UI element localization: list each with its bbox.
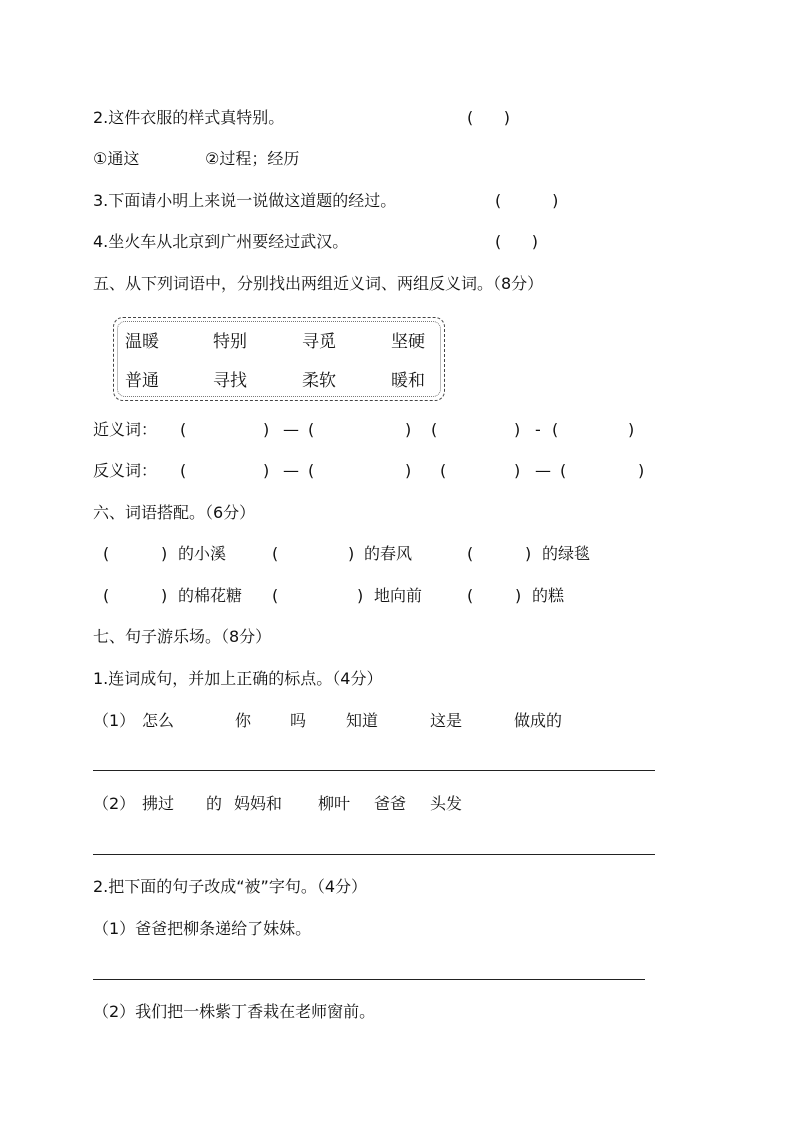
scrambled-word: 知道 [346,711,379,730]
phrase: 的糕 [532,586,565,605]
option-1: ①通这 [93,149,140,168]
dash: — [535,461,551,480]
scrambled-word: 的 [206,794,223,813]
paren-open: ( [180,420,187,439]
dash: — [283,420,299,439]
phrase: 的绿毯 [542,544,591,563]
box-word: 柔软 [302,371,336,391]
question-item-2: 2.这件衣服的样式真特别。 [93,108,285,127]
box-word: 坚硬 [391,332,425,352]
paren-open: ( [467,586,474,605]
paren-close: ) [263,461,270,480]
paren-close: ) [161,544,168,563]
sentence-2: （2）我们把一株紫丁香栽在老师窗前。 [93,1002,376,1021]
box-word: 寻找 [213,371,247,391]
option-2: ②过程；经历 [205,149,300,168]
dash: — [283,461,299,480]
answer-paren[interactable]: ( ) [467,108,510,127]
paren-open: ( [308,420,315,439]
paren-open: ( [180,461,187,480]
section-6-heading: 六、词语搭配。（6分） [93,503,256,522]
box-word: 寻觅 [302,332,336,352]
question-item-3: 3.下面请小明上来说一说做这道题的经过。 [93,191,397,210]
question-7-2: 2.把下面的句子改成“被”字句。（4分） [93,877,368,896]
answer-paren[interactable]: ( ) [495,232,538,251]
paren-close: ) [514,461,521,480]
section-7-heading: 七、句子游乐场。（8分） [93,627,272,646]
scrambled-word: 拂过 [142,794,175,813]
paren-close: ) [525,544,532,563]
phrase: 的棉花糖 [178,586,243,605]
phrase: 地向前 [374,586,423,605]
paren-close: ) [405,420,412,439]
scrambled-word: 爸爸 [374,794,407,813]
phrase: 的春风 [364,544,413,563]
paren-close: ) [263,420,270,439]
dash: - [535,420,541,439]
sub-question-label: （1） [93,711,136,730]
sentence-1: （1）爸爸把柳条递给了妹妹。 [93,919,312,938]
paren-open: ( [440,461,447,480]
answer-line[interactable] [93,770,655,771]
scrambled-word: 妈妈和 [234,794,283,813]
scrambled-word: 你 [235,711,252,730]
section-5-heading: 五、从下列词语中，分别找出两组近义词、两组反义词。（8分） [93,274,544,293]
question-7-1: 1.连词成句，并加上正确的标点。（4分） [93,669,383,688]
scrambled-word: 柳叶 [318,794,351,813]
paren-open: ( [560,461,567,480]
paren-open: ( [272,544,279,563]
synonym-label: 近义词： [93,420,158,439]
scrambled-word: 头发 [430,794,463,813]
paren-close: ) [161,586,168,605]
phrase: 的小溪 [178,544,227,563]
scrambled-word: 这是 [430,711,463,730]
antonym-label: 反义词： [93,461,158,480]
sub-question-label: （2） [93,794,136,813]
scrambled-word: 吗 [290,711,307,730]
paren-close: ) [405,461,412,480]
box-word: 普通 [125,371,159,391]
box-word: 暖和 [391,371,425,391]
paren-open: ( [467,544,474,563]
scrambled-word: 做成的 [514,711,563,730]
paren-close: ) [628,420,635,439]
paren-open: ( [103,544,110,563]
box-word: 温暖 [125,332,159,352]
paren-close: ) [515,586,522,605]
paren-close: ) [638,461,645,480]
box-word: 特别 [213,332,247,352]
answer-line[interactable] [93,979,645,980]
paren-open: ( [308,461,315,480]
paren-close: ) [348,544,355,563]
scrambled-word: 怎么 [142,711,175,730]
question-item-4: 4.坐火车从北京到广州要经过武汉。 [93,232,349,251]
paren-close: ) [357,586,364,605]
paren-close: ) [514,420,521,439]
answer-paren[interactable]: ( ) [495,191,559,210]
paren-open: ( [272,586,279,605]
answer-line[interactable] [93,854,655,855]
paren-open: ( [431,420,438,439]
paren-open: ( [103,586,110,605]
paren-open: ( [552,420,559,439]
